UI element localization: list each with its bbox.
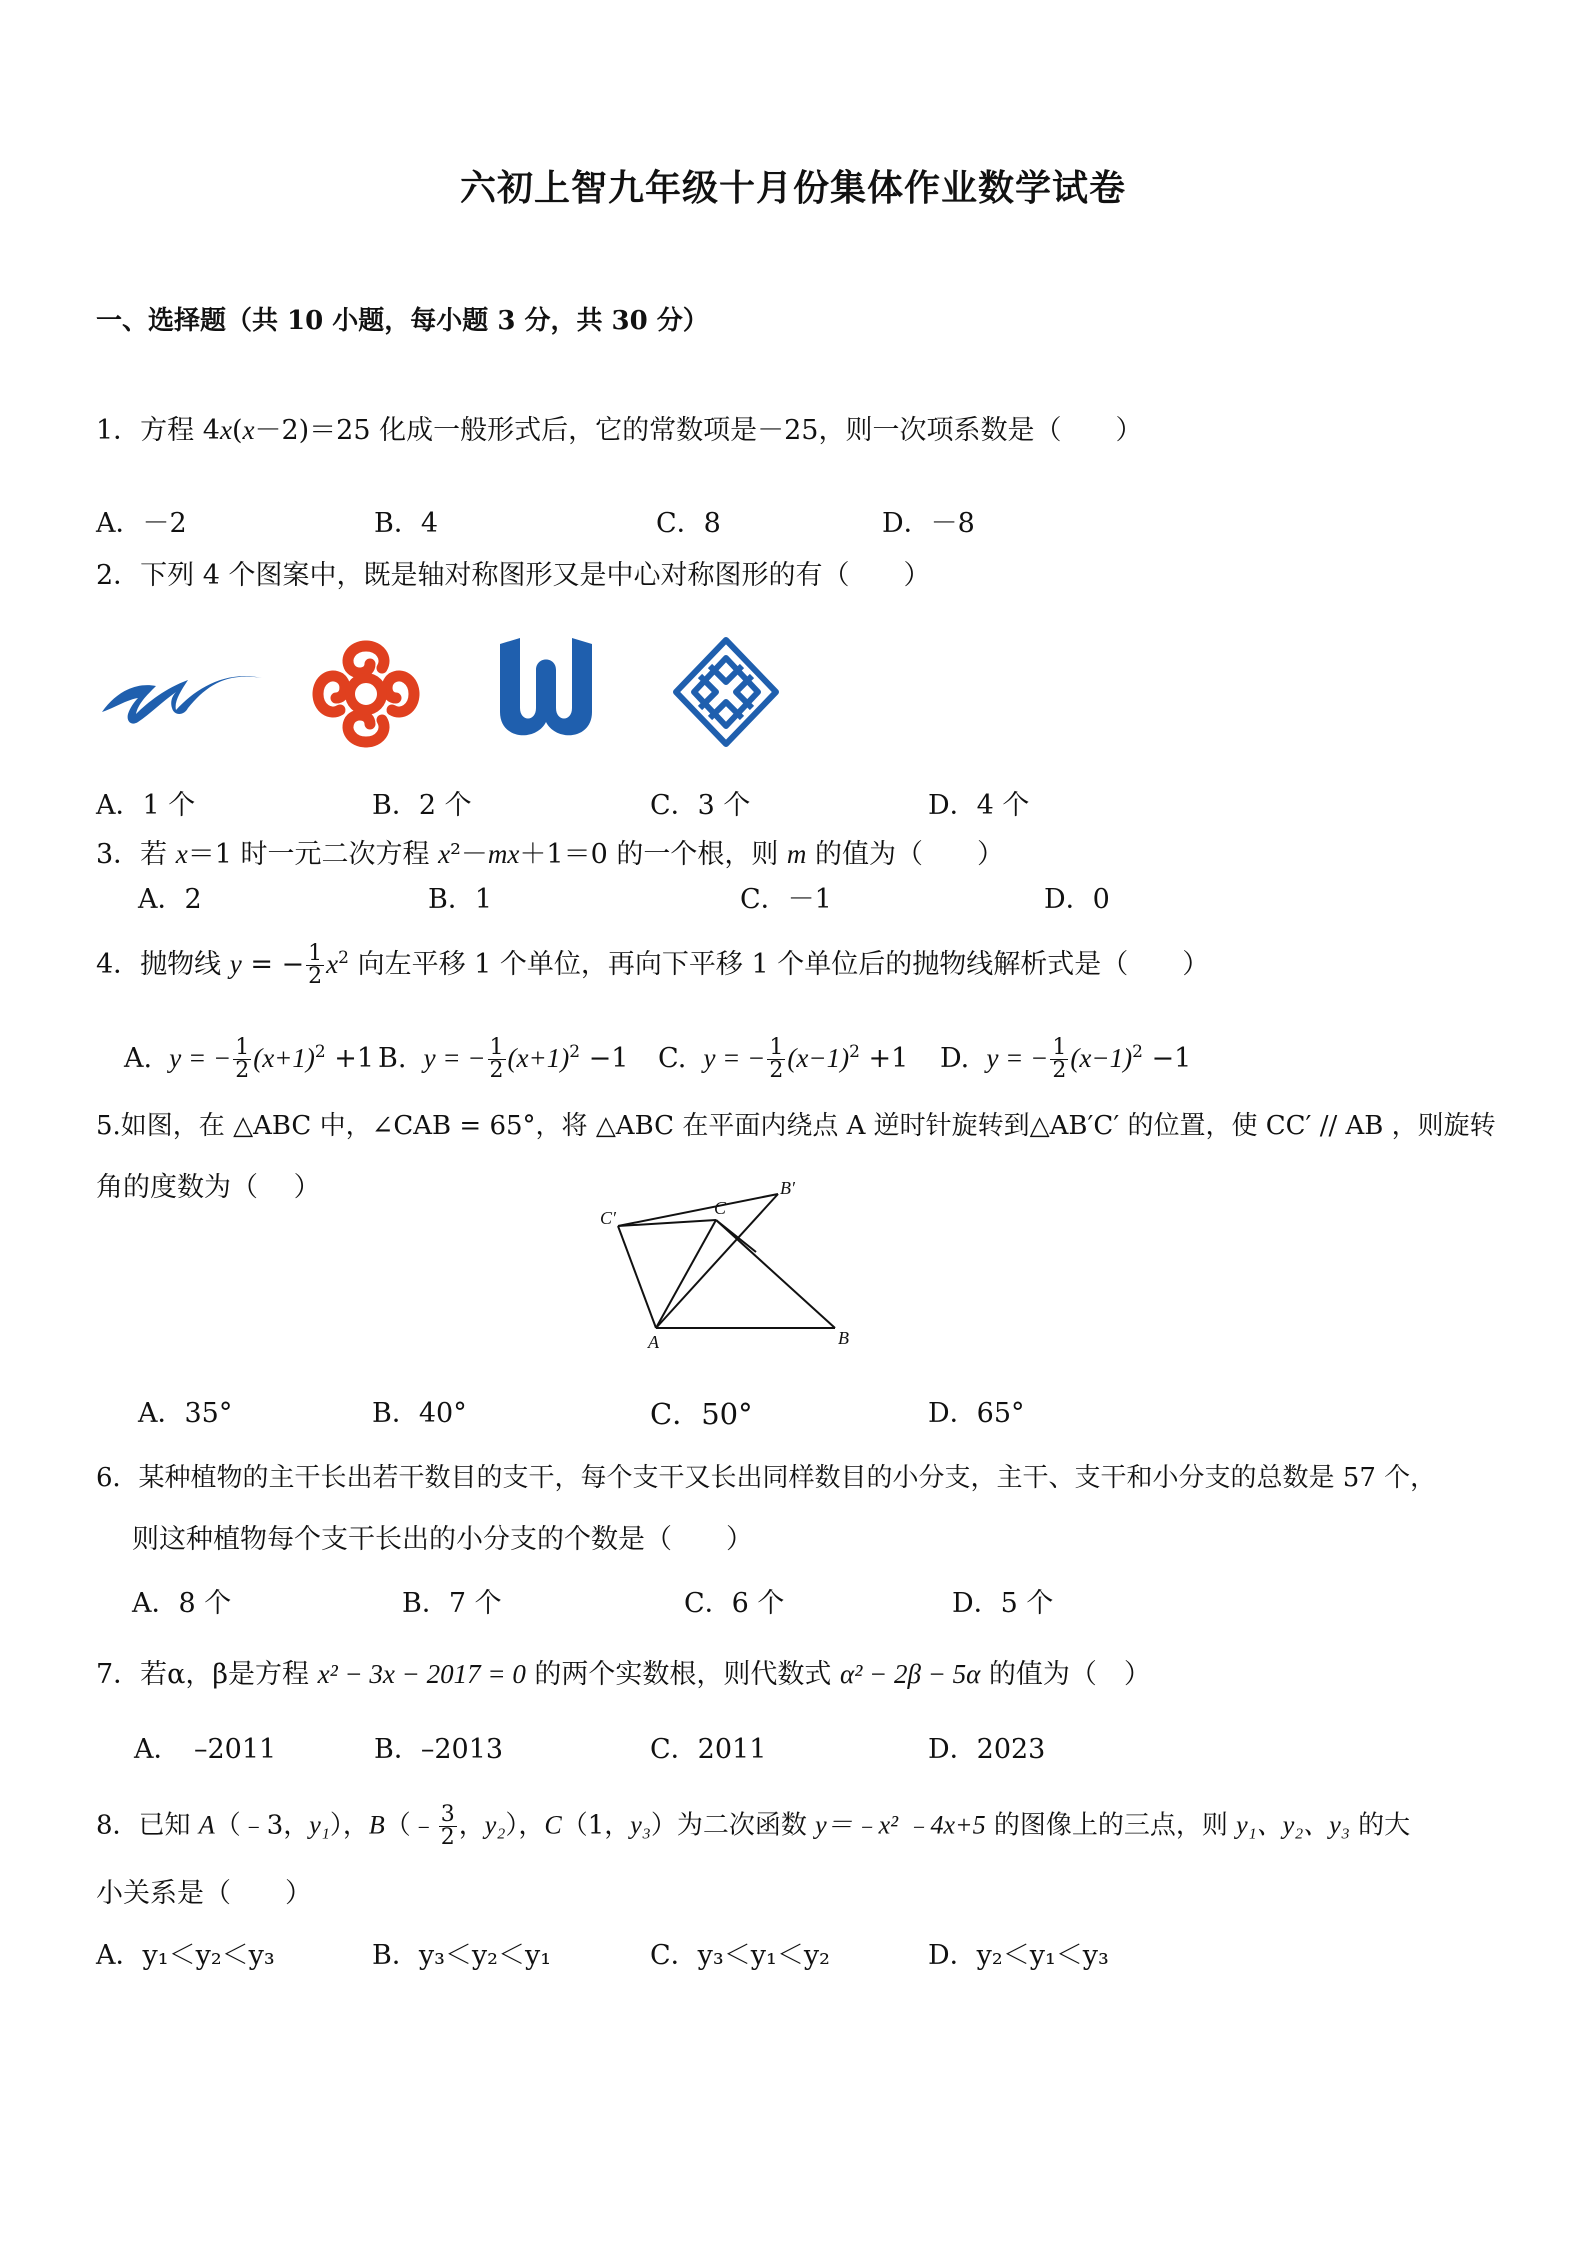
q1-text-a: 1．方程 4 [96,415,220,446]
q4-option-b [378,1034,628,1082]
option-lhs: y = − [703,1043,766,1073]
fraction-denominator: 2 [308,964,323,989]
label-b: B [838,1328,849,1348]
fraction-numerator: 1 [308,941,323,966]
fraction-denominator: 2 [235,1058,250,1083]
fraction-denominator: 2 [440,1825,455,1850]
q8-point: B [368,1810,385,1840]
question-3 [96,836,1004,873]
q8-var: y₃ [630,1810,651,1840]
fraction-numerator: 1 [489,1035,504,1060]
q8-point: A [198,1810,215,1840]
q1-text-b: －2)＝25 化成一般形式后，它的常数项是－25，则一次项系数是（ ） [254,415,1143,446]
question-8 [96,1804,1410,1849]
q8-var: y₁ [309,1810,330,1840]
section-heading: 一、选择题（共 10 小题，每小题 3 分，共 30 分） [96,306,709,336]
q1-option-d: D．－8 [882,508,975,539]
q8-text: （﹣ [384,1810,437,1841]
q8-var: y₂ [484,1810,506,1840]
q7-text: 7．若α，β是方程 [96,1659,318,1690]
q8-text: 的图像上的三点，则 [985,1810,1237,1841]
option-exponent: 2 [569,1042,581,1062]
q8-vars: y₁、y₂、y₃ [1236,1810,1350,1840]
q2-option-b: B．2 个 [372,790,472,821]
rotation-triangle-figure [600,1176,860,1352]
q8-text: ）， [505,1810,545,1841]
q8-text: ）为二次函数 [650,1810,816,1841]
q4-text: 向左平移 1 个单位，再向下平移 1 个单位后的抛物线解析式是（ ） [348,949,1210,980]
q4-fraction [306,943,324,988]
q8-text: 8．已知 [96,1810,199,1841]
q6-option-c: C．6 个 [684,1588,785,1619]
option-lhs: y = − [169,1043,232,1073]
option-fraction [1050,1037,1068,1082]
q8-function: y＝﹣x² ﹣4x+5 [815,1810,986,1840]
q1-paren: ( [231,415,243,446]
option-tail: +1 [859,1043,909,1074]
q4-text: = − [241,949,305,980]
q3-text: ＝1 时一元二次方程 [187,839,439,870]
option-tail: −1 [1142,1043,1192,1074]
q6-option-a: A．8 个 [132,1588,232,1619]
fraction-denominator: 2 [769,1058,784,1083]
question-6: 6．某种植物的主干长出若干数目的支干，每个支干又长出同样数目的小分支，主干、支干和小分支的总数是 57 个， [96,1463,1437,1493]
q5-option-b: B．40° [372,1398,467,1429]
q4-var: x [326,949,339,979]
q3-text: 的值为（ ） [806,839,1005,870]
q3-var: x [175,839,188,869]
q3-text: ＋1＝0 的一个根，则 [519,839,787,870]
q3-var: m [786,839,807,869]
q2-option-c: C．3 个 [650,790,751,821]
option-label: C. [658,1043,687,1074]
q5-option-a: A．35° [138,1398,233,1429]
label-a: A [648,1332,659,1352]
q1-option-b: B．4 [374,508,439,539]
option-label: D. [940,1043,970,1074]
option-fraction [767,1037,785,1082]
option-fraction [488,1037,506,1082]
q7-option-a: A． –2011 [134,1734,277,1765]
q8-text: （﹣3， [214,1810,310,1841]
option-label: B. [378,1043,407,1074]
q7-expression: α² − 2β − 5α [840,1659,981,1689]
q8-option-b: B．y₃＜y₂＜y₁ [372,1940,552,1971]
fraction-denominator: 2 [489,1058,504,1083]
question-4 [96,940,1209,988]
q6-option-d: D．5 个 [952,1588,1054,1619]
q7-option-c: C．2011 [650,1734,767,1765]
label-c: C [714,1198,727,1218]
option-fraction [233,1037,251,1082]
q7-text: 的值为（ ） [980,1659,1151,1690]
question-8-line2: 小关系是（ ） [96,1878,312,1909]
q8-text: ）， [329,1810,369,1841]
option-exponent: 2 [1132,1042,1143,1062]
option-expr: (x−1) [1070,1043,1133,1073]
option-exponent: 2 [849,1042,860,1062]
question-5: 5.如图，在 △ABC 中，∠CAB = 65°，将 △ABC 在平面内绕点 A 逆时针旋转到△AB′C′ 的位置，使 CC′ // AB ，则旋转 [96,1111,1496,1141]
q2-option-d: D．4 个 [928,790,1030,821]
page-title: 六初上智九年级十月份集体作业数学试卷 [459,167,1126,209]
option-exponent: 2 [314,1042,326,1062]
option-expr: (x+1) [253,1043,315,1073]
q8-text: 的大 [1349,1810,1411,1841]
question-1 [96,412,1142,449]
q8-option-a: A．y₁＜y₂＜y₃ [96,1940,275,1971]
option-tail: +1 [325,1043,375,1074]
q3-option-c: C．－1 [740,884,832,915]
q2-option-a: A．1 个 [96,790,196,821]
rounded-w-logo-figure [490,630,602,742]
q4-option-a [124,1034,374,1082]
q7-option-b: B．–2013 [374,1734,504,1765]
fraction-numerator: 1 [1052,1035,1067,1060]
fraction-numerator: 1 [769,1035,784,1060]
label-c-prime: C′ [600,1208,616,1228]
q8-fraction [439,1804,457,1849]
q5-option-c: C．50° [650,1397,753,1431]
question-5-line2: 角的度数为（ ） [96,1172,321,1203]
q1-option-a: A．－2 [96,508,187,539]
q3-option-d: D．0 [1044,884,1110,915]
q4-option-c [658,1034,908,1082]
q8-option-c: C．y₃＜y₁＜y₂ [650,1940,830,1971]
cloud-knot-logo-figure [304,632,428,756]
q1-var: x [219,415,232,445]
swoosh-logo-figure [96,652,266,732]
q6-option-b: B．7 个 [402,1588,502,1619]
q4-option-d [940,1034,1191,1082]
fraction-denominator: 2 [1052,1058,1067,1083]
q3-text: 3．若 [96,839,176,870]
q8-text: ， [458,1810,485,1841]
fraction-numerator: 1 [235,1035,250,1060]
q4-var: y [229,949,242,979]
q3-var: x [438,839,451,869]
option-label: A. [124,1043,153,1074]
q4-exponent: 2 [338,948,349,968]
q4-text: 4．抛物线 [96,949,230,980]
q1-var: x [242,415,255,445]
q1-option-c: C．8 [656,508,721,539]
q3-option-b: B．1 [428,884,493,915]
option-tail: −1 [580,1043,629,1074]
q3-text: ²－ [450,839,488,870]
option-expr: (x+1) [507,1043,570,1073]
diamond-triangles-logo-figure [672,636,780,748]
question-6-line2: 则这种植物每个支干长出的小分支的个数是（ ） [132,1524,753,1555]
q8-option-d: D．y₂＜y₁＜y₃ [928,1940,1109,1971]
fraction-numerator: 3 [440,1802,455,1827]
q3-option-a: A．2 [138,884,202,915]
option-expr: (x−1) [787,1043,850,1073]
q8-point: C [544,1810,562,1840]
question-7 [96,1656,1151,1693]
label-b-prime: B′ [780,1178,795,1198]
q7-option-d: D．2023 [928,1734,1046,1765]
q8-text: （1， [561,1810,631,1841]
q7-text: 的两个实数根，则代数式 [525,1659,841,1690]
q5-option-d: D．65° [928,1398,1025,1429]
option-lhs: y = − [986,1043,1049,1073]
q3-var: mx [487,839,520,869]
q7-equation: x² − 3x − 2017 = 0 [317,1659,526,1689]
option-lhs: y = − [423,1043,486,1073]
question-2: 2．下列 4 个图案中，既是轴对称图形又是中心对称图形的有（ ） [96,560,931,591]
